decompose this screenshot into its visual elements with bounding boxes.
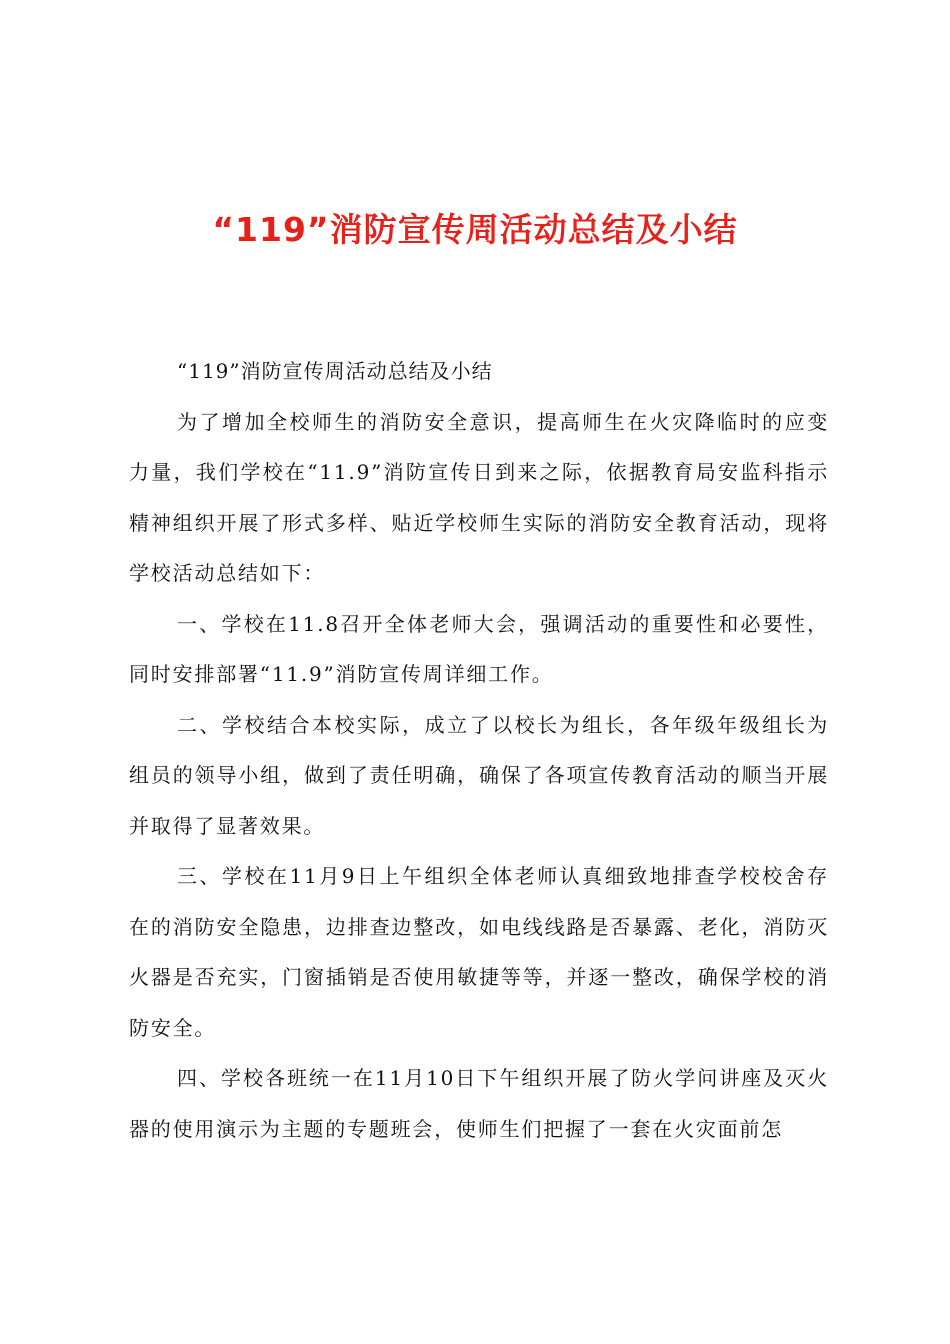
paragraph-intro: 为了增加全校师生的消防安全意识，提高师生在火灾降临时的应变力量，我们学校在“11.9”消防宣传日到来之际，依据教育局安监科指示精神组织开展了形式多样、贴近学校师生实际的消防安全教育活动，现将学校活动总结如下： [129, 409, 829, 585]
paragraph-item-1: 一、学校在11.8召开全体老师大会，强调活动的重要性和必要性，同时安排部署“11.9”消防宣传周详细工作。 [129, 611, 829, 686]
document-title: “119”消防宣传周活动总结及小结 [212, 210, 738, 249]
paragraph-item-2: 二、学校结合本校实际，成立了以校长为组长，各年级年级组长为组员的领导小组，做到了责任明确，确保了各项宣传教育活动的顺当开展并取得了显著效果。 [129, 712, 829, 838]
paragraph-item-3: 三、学校在11月9日上午组织全体老师认真细致地排查学校校舍存在的消防安全隐患，边排查边整改，如电线线路是否暴露、老化，消防灭火器是否充实，门窗插销是否使用敏捷等等，并逐一整改，确保学校的消防安全。 [129, 864, 829, 1040]
document-body [129, 346, 829, 1154]
document-subtitle: “119”消防宣传周活动总结及小结 [177, 359, 493, 383]
paragraph-item-4: 四、学校各班统一在11月10日下午组织开展了防火学问讲座及灭火器的使用演示为主题的专题班会，使师生们把握了一套在火灾面前怎 [129, 1066, 829, 1141]
